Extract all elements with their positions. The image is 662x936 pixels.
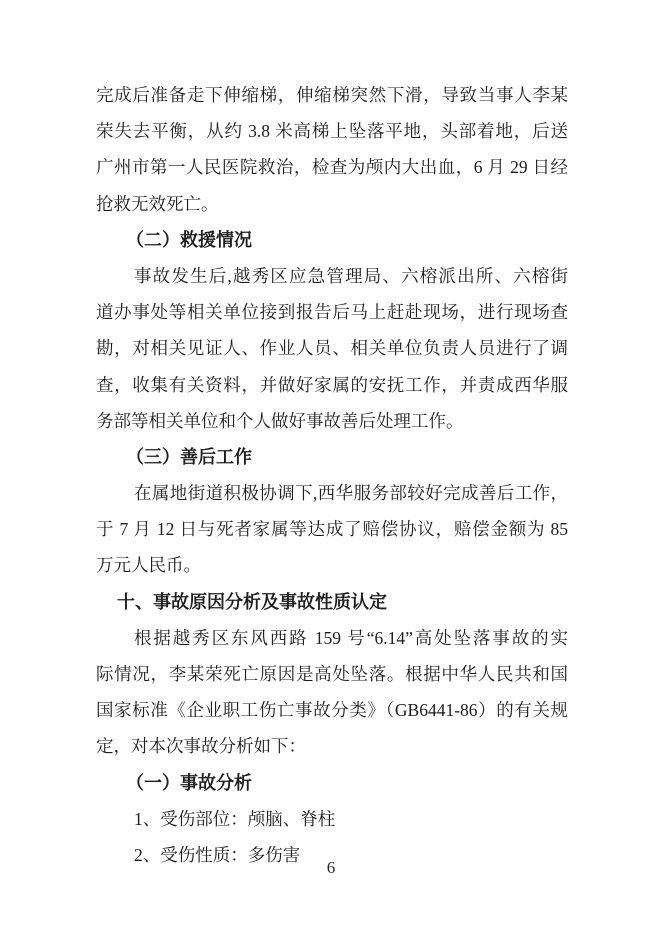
text-line: 根据越秀区东风西路 159 号“6.14”高处坠落事故的实 xyxy=(134,627,568,648)
text-line: 国家标准《企业职工伤亡事故分类》（GB6441-86）的有关规 xyxy=(96,700,568,721)
text-line: 务部等相关单位和个人做好事故善后处理工作。 xyxy=(96,410,464,431)
list-item-injury-nature: 2、受伤性质：多伤害 xyxy=(134,844,301,865)
text-line: 完成后准备走下伸缩梯，伸缩梯突然下滑，导致当事人李某 xyxy=(96,85,568,105)
text-line: 抢救无效死亡。 xyxy=(96,193,219,214)
text-line: 万元人民币。 xyxy=(96,555,201,576)
text-line: 广州市第一人民医院救治，检查为颅内大出血，6 月 29 日经 xyxy=(96,157,568,178)
document-body xyxy=(96,77,568,873)
list-item-injury-location: 1、受伤部位：颅脑、脊柱 xyxy=(134,808,336,829)
text-line: 勘，对相关见证人、作业人员、相关单位负责人员进行了调 xyxy=(96,338,568,359)
section-heading-rescue: （二）救援情况 xyxy=(126,229,252,250)
section-heading-cause-analysis: 十、事故原因分析及事故性质认定 xyxy=(117,591,387,612)
section-heading-aftermath: （三）善后工作 xyxy=(126,446,252,467)
text-line: 于 7 月 12 日与死者家属等达成了赔偿协议，赔偿金额为 85 xyxy=(96,519,568,540)
text-line: 定，对本次事故分析如下： xyxy=(96,736,306,757)
text-line: 荣失去平衡，从约 3.8 米高梯上坠落平地，头部着地，后送 xyxy=(96,121,568,142)
text-line: 查，收集有关资料，并做好家属的安抚工作，并责成西华服 xyxy=(96,374,568,395)
section-heading-accident-analysis: （一）事故分析 xyxy=(126,772,252,793)
text-line: 际情况，李某荣死亡原因是高处坠落。根据中华人民共和国 xyxy=(96,664,568,684)
text-line: 事故发生后,越秀区应急管理局、六榕派出所、六榕街 xyxy=(134,265,568,286)
page-number: 6 xyxy=(326,858,336,877)
text-line: 道办事处等相关单位接到报告后马上赶赴现场，进行现场查 xyxy=(96,302,568,323)
text-line: 在属地街道积极协调下,西华服务部较好完成善后工作， xyxy=(134,483,568,504)
